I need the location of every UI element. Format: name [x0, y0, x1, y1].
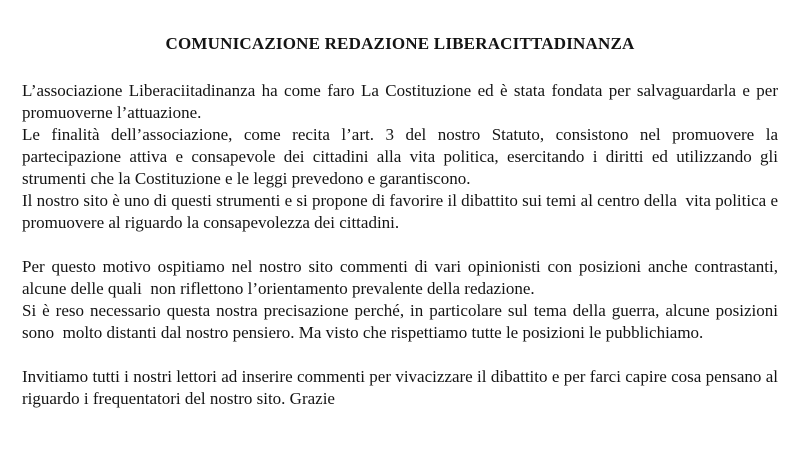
paragraph-block-intro [22, 80, 783, 234]
paragraph-reader-invitation: Invitiamo tutti i nostri lettori ad inserire commenti per vivacizzare il dibattito e per farci capire cosa pensano al riguardo i frequentatori del nostro sito. Grazie [22, 367, 783, 408]
paragraph-opinions-hosted: Per questo motivo ospitiamo nel nostro sito commenti di vari opinionisti con posizioni anche contrastanti, alcune delle quali non riflettono l’orientamento prevalente della redazione. [22, 257, 783, 298]
paragraph-clarification-war: Si è reso necessario questa nostra precisazione perché, in particolare sul tema della guerra, alcune posizioni sono molto distanti dal nostro pensiero. Ma visto che rispettiamo tutte le posizioni le pubblichiamo. [22, 301, 783, 342]
paragraph-block-editorial-note [22, 256, 783, 344]
paragraph-statute-goals: Le finalità dell’associazione, come recita l’art. 3 del nostro Statuto, consistono nel promuovere la partecipazione attiva e consapevole dei cittadini alla vita politica, esercitando i diritti ed utilizzando gli strumenti che la Costituzione e le leggi prevedono e garantiscono. [22, 125, 783, 188]
document-title: COMUNICAZIONE REDAZIONE LIBERACITTADINANZA [165, 34, 635, 53]
paragraph-site-purpose: Il nostro sito è uno di questi strumenti e si propone di favorire il dibattito sui temi al centro della vita politica e promuovere al riguardo la consapevolezza dei cittadini. [22, 191, 783, 232]
paragraph-association-founding: L’associazione Liberaciitadinanza ha come faro La Costituzione ed è stata fondata per salvaguardarla e per promuoverne l’attuazione. [22, 81, 783, 122]
paragraph-block-invitation [22, 366, 783, 410]
